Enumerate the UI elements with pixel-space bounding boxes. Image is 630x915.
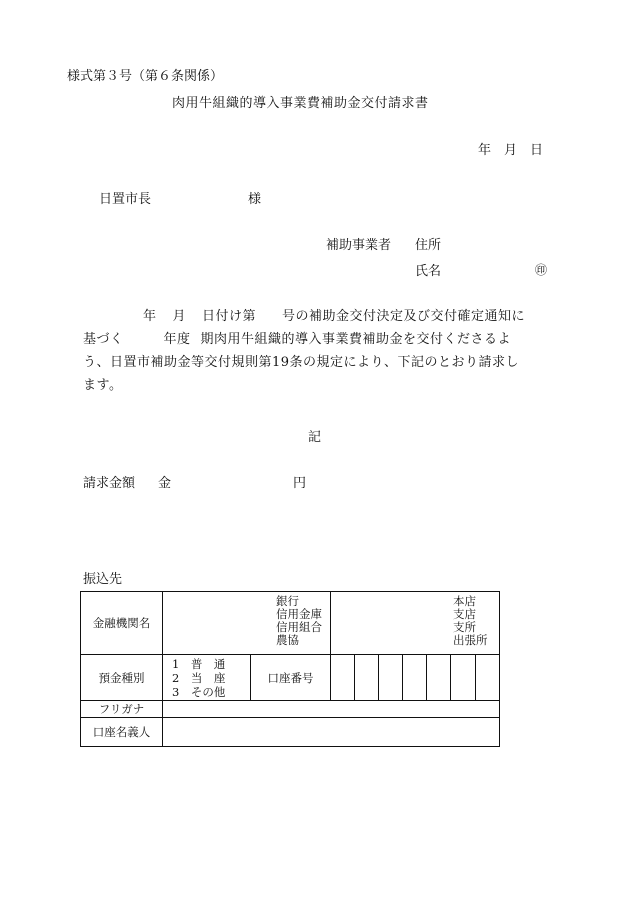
- form-number: 様式第３号（第６条関係）: [67, 69, 224, 84]
- branch-type-head: 本店: [453, 594, 476, 608]
- deposit-option-current: 2 当 座: [172, 670, 226, 685]
- account-holder-field: [163, 718, 500, 747]
- document-title: 肉用牛組織的導入事業費補助金交付請求書: [172, 96, 429, 111]
- applicant-label: 補助事業者: [326, 238, 392, 253]
- bank-type-bank: 銀行: [276, 594, 299, 608]
- deposit-type-label: 預金種別: [81, 655, 163, 701]
- bank-type-shinkin: 信用金庫: [276, 607, 322, 621]
- body-notice: 号の補助金交付決定及び交付確定通知に: [282, 309, 526, 324]
- body-line-2: [83, 328, 563, 351]
- institution-label: 金融機関名: [81, 592, 163, 655]
- body-line-4: ます。: [83, 378, 123, 393]
- addressee-honorific: 様: [248, 192, 262, 207]
- bank-type-ja: 農協: [276, 633, 299, 647]
- account-holder-label: 口座名義人: [81, 718, 163, 747]
- seal-mark: ㊞: [535, 263, 548, 277]
- body-month: 月: [172, 309, 187, 324]
- body-day-number: 日付け第: [202, 309, 257, 324]
- body-line-3: う、日置市補助金等交付規則第19条の規定により、下記のとおり請求し: [83, 355, 520, 370]
- bank-transfer-table: [80, 591, 500, 747]
- institution-row: [81, 592, 500, 655]
- ki-heading: 記: [308, 430, 322, 445]
- claim-amount-label: 請求金額: [83, 476, 136, 491]
- name-label: 氏名: [415, 264, 442, 279]
- transfer-heading: 振込先: [83, 572, 123, 587]
- address-label: 住所: [415, 238, 442, 253]
- institution-name-field: [163, 592, 331, 655]
- body-based-on: 基づく: [83, 332, 124, 347]
- holder-row: [81, 718, 500, 747]
- body-line-1: [83, 305, 563, 328]
- claim-yen: 円: [293, 476, 307, 491]
- request-body: [83, 305, 563, 397]
- branch-type-sub-office: 出張所: [453, 633, 488, 647]
- body-fiscal-year: 年度: [163, 332, 191, 347]
- body-year: 年: [143, 309, 157, 324]
- furigana-row: [81, 701, 500, 718]
- furigana-label: フリガナ: [81, 701, 163, 718]
- addressee-mayor: 日置市長: [99, 192, 152, 207]
- account-digit-7: [476, 655, 500, 701]
- deposit-row: [81, 655, 500, 701]
- branch-types: [453, 595, 488, 647]
- furigana-field: [163, 701, 500, 718]
- bank-types: [276, 595, 322, 647]
- account-digit-5: [427, 655, 451, 701]
- branch-type-branch: 支店: [453, 607, 476, 621]
- deposit-type-options: [163, 655, 251, 701]
- account-digit-1: [331, 655, 355, 701]
- deposit-option-other: 3 その他: [172, 684, 226, 699]
- branch-name-field: [331, 592, 500, 655]
- account-digit-3: [379, 655, 403, 701]
- account-digit-2: [355, 655, 379, 701]
- claim-kin: 金: [158, 476, 172, 491]
- bank-type-credit-union: 信用組合: [276, 620, 322, 634]
- account-digit-4: [403, 655, 427, 701]
- body-term: 期肉用牛組織的導入事業費補助金を交付くださるよ: [200, 332, 512, 347]
- account-digit-6: [451, 655, 476, 701]
- branch-type-office: 支所: [453, 620, 476, 634]
- deposit-option-ordinary: 1 普 通: [172, 656, 226, 671]
- date-line: 年 月 日: [478, 143, 544, 158]
- account-number-label: 口座番号: [251, 655, 331, 701]
